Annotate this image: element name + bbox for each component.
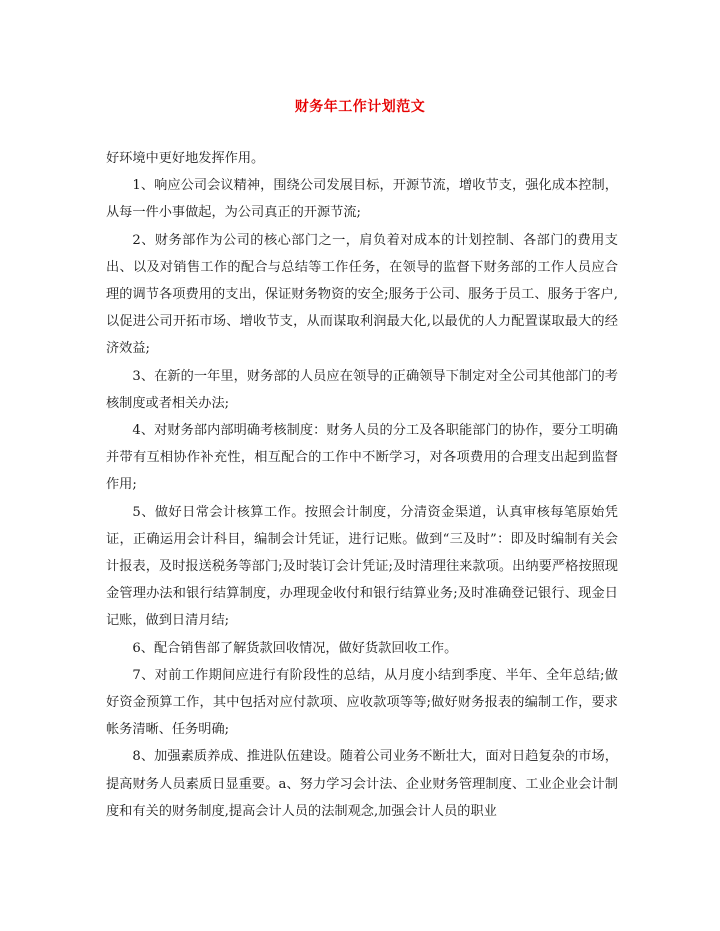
paragraph-item-1: 1、响应公司会议精神，围绕公司发展目标，开源节流，增收节支，强化成本控制，从每一件小事做起，为公司真正的开源节流; — [106, 178, 618, 221]
paragraph-item-3: 3、在新的一年里，财务部的人员应在领导的正确领导下制定对全公司其他部门的考核制度或者相关办法; — [106, 368, 618, 411]
paragraph-item-7: 7、对前工作期间应进行有阶段性的总结，从月度小结到季度、半年、全年总结;做好资金预算工作，其中包括对应付款项、应收款项等等;做好财务报表的编制工作，要求帐务清晰、任务明确; — [106, 667, 618, 738]
document-title: 财务年工作计划范文 — [294, 99, 426, 115]
paragraph-item-5: 5、做好日常会计核算工作。按照会计制度，分清资金渠道，认真审核每笔原始凭证，正确运用会计科目，编制会计凭证，进行记账。做到“三及时”：即及时编制有关会计报表，及时报送税务等部门;及时装订会计凭证;及时清理往来款项。出纳要严格按照现金管理办法和银行结算制度，办理现金收付和银行结算业务;及时准确登记银行、现金日记账，做到日清月结; — [106, 504, 618, 629]
paragraph-item-8: 8、加强素质养成、推进队伍建设。随着公司业务不断壮大，面对日趋复杂的市场，提高财务人员素质日显重要。a、努力学习会计法、企业财务管理制度、工业企业会计制度和有关的财务制度,提高会计人员的法制观念,加强会计人员的职业 — [106, 749, 618, 819]
paragraph-item-4: 4、对财务部内部明确考核制度：财务人员的分工及各职能部门的协作，要分工明确并带有互相协作补充性，相互配合的工作中不断学习，对各项费用的合理支出起到监督作用; — [106, 423, 618, 493]
document-body — [106, 145, 618, 825]
paragraph-item-2: 2、财务部作为公司的核心部门之一，肩负着对成本的计划控制、各部门的费用支出、以及对销售工作的配合与总结等工作任务，在领导的监督下财务部的工作人员应合理的调节各项费用的支出，保证财务物资的安全;服务于公司、服务于员工、服务于客户,以促进公司开拓市场、增收节支，从而谋取利润最大化,以最优的人力配置谋取最大的经济效益; — [106, 232, 618, 357]
paragraph-intro: 好环境中更好地发挥作用。 — [106, 151, 265, 166]
paragraph-item-6: 6、配合销售部了解货款回收情况，做好货款回收工作。 — [132, 640, 458, 656]
